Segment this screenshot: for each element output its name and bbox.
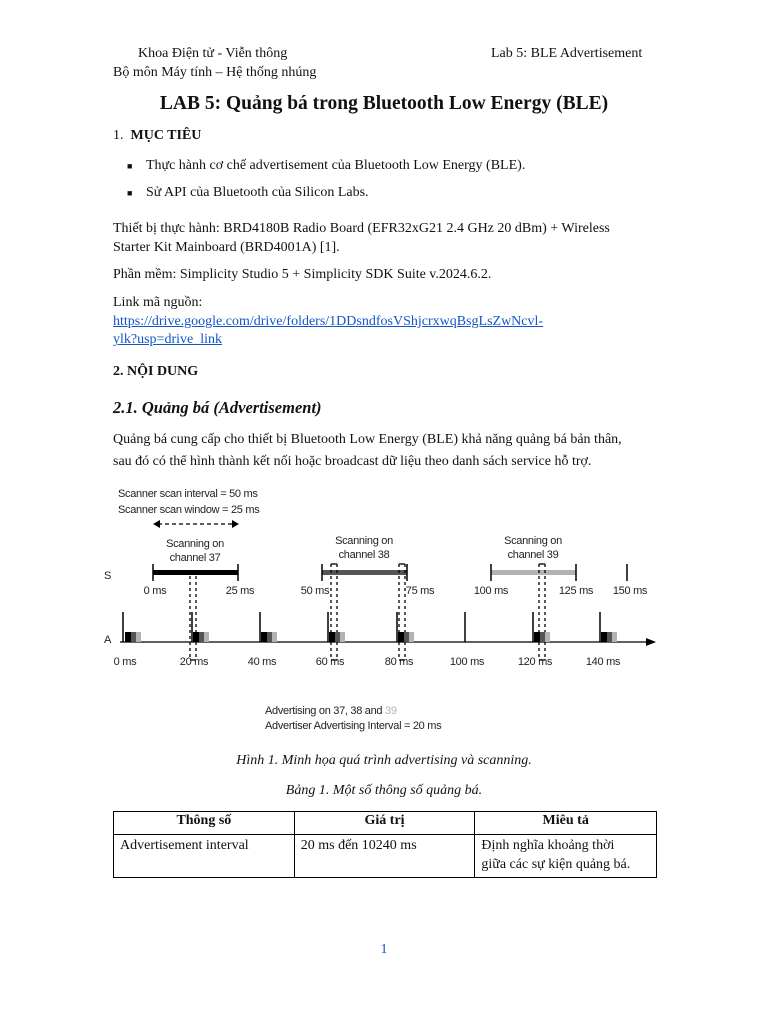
cell-param: Advertisement interval (114, 835, 295, 878)
source-link-line-1[interactable]: https://drive.google.com/drive/folders/1DDsndfosVShjcrxwqBsgLsZwNcvl- (113, 314, 544, 329)
adv-events (125, 632, 617, 642)
para-line-1: Quảng bá cung cấp cho thiết bị Bluetooth Low Energy (BLE) khả năng quảng bá bản thân, (113, 432, 622, 447)
figure-caption: Hình 1. Minh họa quá trình advertising và scanning. (236, 753, 532, 768)
parameters-table (113, 811, 657, 878)
bullet-2-text: Sử API của Bluetooth của Silicon Labs. (145, 185, 369, 200)
s-tick-25: 25 ms (225, 585, 255, 597)
section2-heading: 2. NỘI DUNG (113, 364, 199, 379)
s-tick-75: 75 ms (405, 585, 435, 597)
bullet-square-icon: ■ (127, 161, 133, 171)
a-tick-0: 0 ms (113, 656, 137, 668)
time-axis-arrow-icon (646, 638, 656, 646)
a-tick-20: 20 ms (179, 656, 209, 668)
advertising-scanning-figure (100, 484, 668, 738)
device-line-1: Thiết bị thực hành: BRD4180B Radio Board (EFR32xG21 2.4 GHz 20 dBm) + Wireless (113, 221, 610, 236)
a-tick-60: 60 ms (315, 656, 345, 668)
header-faculty: Khoa Điện tử - Viễn thông (138, 46, 288, 61)
window-37-label-line1: Scanning on (166, 538, 224, 550)
window-39-label-line1: Scanning on (504, 535, 562, 547)
scan-interval-label: Scanner scan interval = 50 ms (118, 488, 258, 500)
scan-window-ch38 (322, 570, 407, 575)
s-tick-150: 150 ms (612, 585, 648, 597)
bullet-1-text: Thực hành cơ chế advertisement của Bluetooth Low Energy (BLE). (145, 158, 526, 173)
adv-channel-39: 39 (385, 705, 397, 717)
a-tick-80: 80 ms (384, 656, 414, 668)
source-link-line-2[interactable]: ylk?usp=drive_link (113, 332, 222, 347)
section1-title: MỤC TIÊU (130, 128, 202, 143)
page-title: LAB 5: Quảng bá trong Bluetooth Low Energy (BLE) (159, 93, 609, 114)
s-tick-50: 50 ms (300, 585, 330, 597)
table-header-row (114, 812, 657, 835)
a-tick-120: 120 ms (517, 656, 553, 668)
scan-window-label: Scanner scan window = 25 ms (118, 504, 260, 516)
table-caption: Bảng 1. Một số thông số quảng bá. (285, 783, 483, 798)
cell-desc-line1: Định nghĩa khoảng thời (481, 838, 615, 853)
scan-window-ch39 (491, 570, 576, 575)
a-tick-100: 100 ms (449, 656, 485, 668)
page-number: 1 (380, 942, 388, 957)
table-row (114, 835, 657, 878)
header-value: Giá trị (294, 812, 475, 835)
window-39-label-line2: channel 39 (507, 549, 559, 561)
window-38-label-line1: Scanning on (335, 535, 393, 547)
a-tick-140: 140 ms (585, 656, 621, 668)
adv-channels-prefix: Advertising on 37, 38 and (265, 705, 386, 717)
header-department: Bộ môn Máy tính – Hệ thống nhúng (113, 65, 317, 80)
row-scanner-label: S (104, 570, 112, 582)
scanner-row (153, 564, 627, 581)
bullet-square-icon: ■ (127, 188, 133, 198)
s-tick-0: 0 ms (143, 585, 167, 597)
scan-window-ch37 (153, 570, 238, 575)
cell-desc (475, 835, 657, 878)
window-38-label-line2: channel 38 (338, 549, 390, 561)
s-tick-125: 125 ms (558, 585, 594, 597)
a-tick-40: 40 ms (247, 656, 277, 668)
section1-number: 1. (113, 128, 124, 143)
software-line: Phần mềm: Simplicity Studio 5 + Simplicity SDK Suite v.2024.6.2. (113, 267, 492, 282)
section2-1-heading: 2.1. Quảng bá (Advertisement) (113, 398, 322, 417)
bullet-2 (127, 184, 369, 202)
advertiser-row (120, 612, 656, 646)
cell-desc-line2: giữa các sự kiện quảng bá. (481, 857, 631, 872)
header-desc: Miêu tả (475, 812, 657, 835)
link-label: Link mã nguồn: (113, 295, 203, 310)
s-tick-100: 100 ms (473, 585, 509, 597)
window-37-label-line2: channel 37 (169, 552, 221, 564)
window-width-arrow (153, 520, 239, 528)
adv-interval-label: Advertiser Advertising Interval = 20 ms (265, 720, 442, 732)
device-line-2: Starter Kit Mainboard (BRD4001A) [1]. (113, 240, 340, 255)
cell-value: 20 ms đến 10240 ms (294, 835, 475, 878)
para-line-2: sau đó có thể hình thành kết nối hoặc broadcast dữ liệu theo danh sách service hỗ trợ. (113, 454, 592, 469)
header-lab: Lab 5: BLE Advertisement (491, 46, 643, 61)
section1-heading (113, 128, 201, 144)
row-advertiser-label: A (104, 634, 112, 646)
header-param: Thông số (114, 812, 295, 835)
bullet-1 (127, 157, 525, 175)
adv-channels-label (265, 705, 397, 717)
